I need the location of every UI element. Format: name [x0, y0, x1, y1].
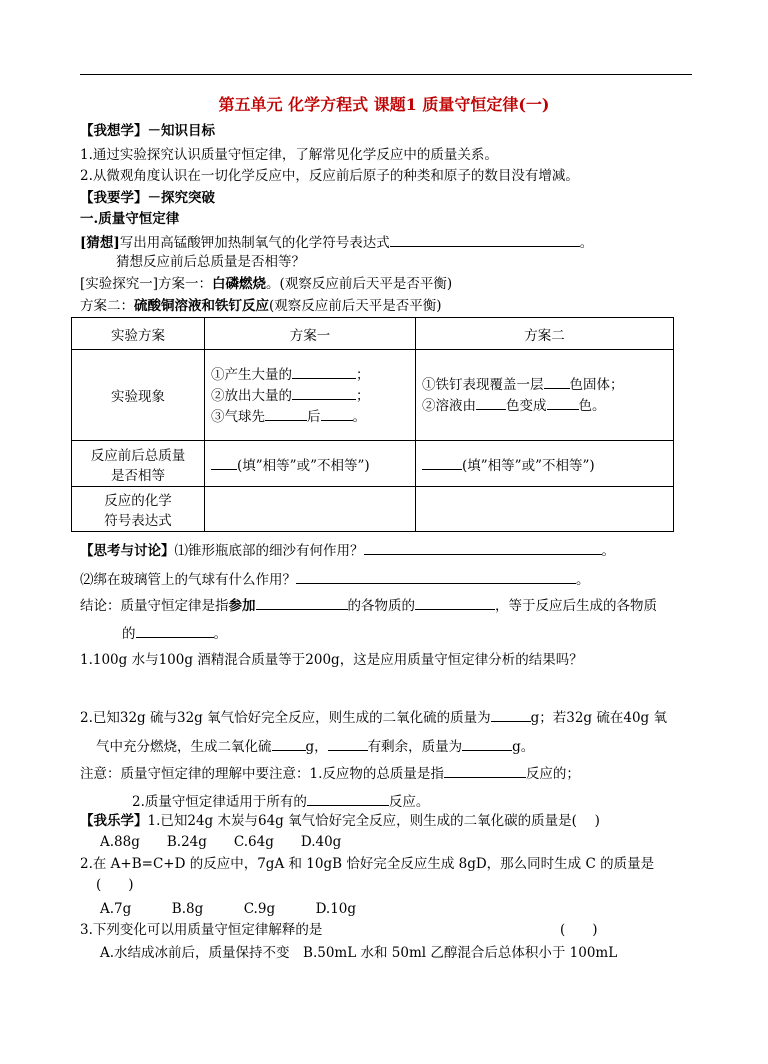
happy-q3: 3.下列变化可以用质量守恒定律解释的是 [80, 922, 323, 938]
happy-q1-options: A.88g B.24g C.64g D.40g [100, 834, 342, 850]
q2-b: g；若32g 硫在40g 氧 [530, 710, 667, 726]
q2-c: 气中充分燃烧，生成二氧化硫 [96, 739, 272, 755]
discuss-line-2 [80, 569, 590, 589]
table-row-phenomenon [72, 350, 674, 441]
blank[interactable] [328, 736, 368, 751]
blank[interactable] [296, 569, 576, 584]
discuss-end-1: 。 [601, 543, 615, 559]
conclusion-lead: 结论：质量守恒定律是指 [80, 598, 229, 614]
blank[interactable] [415, 595, 495, 610]
table-header-row [72, 318, 674, 350]
blank[interactable] [136, 623, 214, 638]
page-title: 第五单元 化学方程式 课题1 质量守恒定律(一) [218, 95, 550, 114]
conclusion-mid2: ，等于反应后生成的各物质 [495, 598, 657, 614]
row-label-equation-a: 反应的化学 [104, 493, 172, 509]
blank[interactable] [462, 736, 512, 751]
row-label-equation [72, 487, 205, 532]
mass-plan-2 [416, 441, 674, 487]
blank[interactable] [547, 395, 579, 410]
blank[interactable] [364, 540, 602, 555]
row-label-mass-a: 反应前后总质量 [90, 447, 186, 464]
think-heading-line [80, 122, 215, 140]
blank[interactable] [292, 364, 356, 379]
phenomenon-1-2: ②放出大量的 [211, 387, 292, 404]
phenomenon-1-1: ①产生大量的 [211, 366, 292, 383]
plan-1-name: 白磷燃烧 [212, 276, 267, 292]
guess-2: 猜想反应前后总质量是否相等？ [116, 254, 305, 270]
blank[interactable] [321, 406, 353, 421]
phenomenon-1-3a: ③气球先 [211, 408, 265, 425]
happy-q3-options: A.水结成冰前后，质量保持不变 B.50mL 水和 50ml 乙醇混合后总体积小于 100mL [100, 945, 618, 961]
blank[interactable] [544, 374, 570, 389]
row-label-mass-b: 是否相等 [111, 467, 165, 484]
top-rule [80, 74, 692, 75]
goal-1: 1.通过实验探究认识质量守恒定律，了解常见化学反应中的质量关系。 [80, 147, 498, 163]
plan-2-line [80, 297, 442, 315]
blank[interactable] [256, 595, 348, 610]
note-d: 反应。 [388, 794, 430, 810]
header-plan-1: 方案一 [205, 318, 416, 350]
question-2-line-2 [96, 736, 534, 756]
question-2-line-1 [80, 707, 667, 727]
discuss-end-2: 。 [576, 572, 590, 588]
mass-plan-1 [205, 441, 416, 487]
equation-plan-1[interactable] [205, 487, 416, 532]
note-b: 反应的； [525, 766, 580, 782]
discuss-q1: ⑴锥形瓶底部的细沙有何作用？ [174, 543, 364, 559]
q2-f: g。 [512, 739, 535, 755]
plan-1-line [80, 275, 452, 293]
note-line-1 [80, 763, 580, 783]
conclusion-mid1: 的各物质的 [347, 598, 415, 614]
guess-end: 。 [579, 235, 594, 251]
guess-tag: [猜想] [80, 235, 120, 251]
think-heading-tail: －知识目标 [147, 123, 215, 139]
happy-q3-paren: ( ) [560, 922, 598, 938]
phenomenon-2-2c: 色。 [578, 398, 606, 414]
plan-1-note: 。(观察反应前后天平是否平衡) [266, 276, 453, 292]
want-heading: 【我要学】 [80, 190, 148, 206]
guess-line [80, 232, 593, 252]
row-label-mass [72, 441, 205, 487]
q2-a: 2.已知32g 硫与32g 氧气恰好完全反应，则生成的二氧化硫的质量为 [80, 710, 491, 726]
conclusion-line2b: 。 [213, 626, 227, 642]
goal-2: 2.从微观角度认识在一切化学反应中，反应前后原子的种类和原子的数目没有增减。 [80, 168, 579, 184]
mass-hint-1: (填”相等”或”不相等”) [237, 457, 370, 474]
phenomenon-plan-1: ①产生大量的 ； ②放出大量的 ； ③气球先 后 。 [205, 350, 416, 441]
blank[interactable] [272, 736, 306, 751]
blank[interactable] [211, 455, 237, 470]
blank[interactable] [476, 395, 506, 410]
happy-q2-options: A.7g B.8g C.9g D.10g [100, 901, 357, 917]
think-heading: 【我想学】 [80, 123, 148, 139]
conclusion-line-2 [122, 623, 227, 643]
question-1: 1.100g 水与100g 酒精混合质量等于200g，这是应用质量守恒定律分析的结果吗？ [80, 652, 583, 668]
happy-q1-line [80, 812, 600, 830]
note-a: 注意：质量守恒定律的理解中要注意：1.反应物的总质量是指 [80, 766, 444, 782]
phenomenon-2-1a: ①铁钉表现覆盖一层 [422, 377, 544, 393]
phenomenon-1-3b: 后 [307, 408, 321, 425]
blank[interactable] [307, 791, 389, 806]
guess-text: 写出用高锰酸钾加热制氧气的化学符号表达式 [119, 235, 390, 251]
header-plan-2: 方案二 [416, 318, 674, 350]
note-line-2 [132, 791, 429, 811]
blank[interactable] [422, 455, 462, 470]
discuss-q2: ⑵绑在玻璃管上的气球有什么作用？ [80, 572, 296, 588]
happy-tag: 【我乐学】 [80, 813, 148, 829]
guess-blank[interactable] [390, 232, 580, 247]
plan-2-lead: 方案二： [80, 298, 134, 314]
plan-1-lead: 方案一： [158, 276, 213, 292]
discuss-tag: 【思考与讨论】 [80, 543, 175, 559]
q2-d: g， [305, 739, 328, 755]
row-label-equation-b: 符号表达式 [104, 513, 172, 529]
plan-2-note: (观察反应前后天平是否平衡) [269, 298, 442, 314]
blank[interactable] [491, 707, 531, 722]
blank[interactable] [265, 406, 307, 421]
conclusion-bold: 参加 [228, 598, 256, 614]
want-heading-line [80, 189, 215, 207]
mass-hint-2: (填”相等”或”不相等”) [462, 457, 595, 474]
happy-q2: 2.在 A+B=C+D 的反应中，7gA 和 10gB 恰好完全反应生成 8gD，那么同时生成 C 的质量是 [80, 856, 655, 872]
want-heading-tail: －探究突破 [147, 190, 215, 206]
section-heading: 一.质量守恒定律 [80, 211, 180, 227]
table-row-mass [72, 441, 674, 487]
phenomenon-2-1b: 色固体； [569, 377, 624, 393]
q2-e: 有剩余，质量为 [367, 739, 463, 755]
conclusion-line-1 [80, 595, 657, 615]
phenomenon-plan-2 [416, 350, 674, 441]
phenomenon-2-2a: ②溶液由 [422, 398, 476, 414]
experiment-table [71, 317, 674, 532]
table-row-equation [72, 487, 674, 532]
equation-plan-2[interactable] [416, 487, 674, 532]
happy-q1: 1.已知24g 木炭与64g 氧气恰好完全反应，则生成的二氧化碳的质量是( ) [147, 813, 600, 829]
blank[interactable] [444, 763, 526, 778]
note-c: 2.质量守恒定律适用于所有的 [132, 794, 307, 810]
plan-2-name: 硫酸铜溶液和铁钉反应 [134, 298, 269, 314]
blank[interactable] [292, 385, 356, 400]
header-plan: 实验方案 [72, 318, 205, 350]
happy-q2-paren: ( ) [96, 877, 134, 893]
phenomenon-2-2b: 色变成 [506, 398, 547, 414]
conclusion-line2a: 的 [122, 626, 136, 642]
explore-tag: [实验探究一] [80, 276, 159, 292]
row-label-phenomenon: 实验现象 [72, 350, 205, 441]
discuss-line-1 [80, 540, 615, 560]
